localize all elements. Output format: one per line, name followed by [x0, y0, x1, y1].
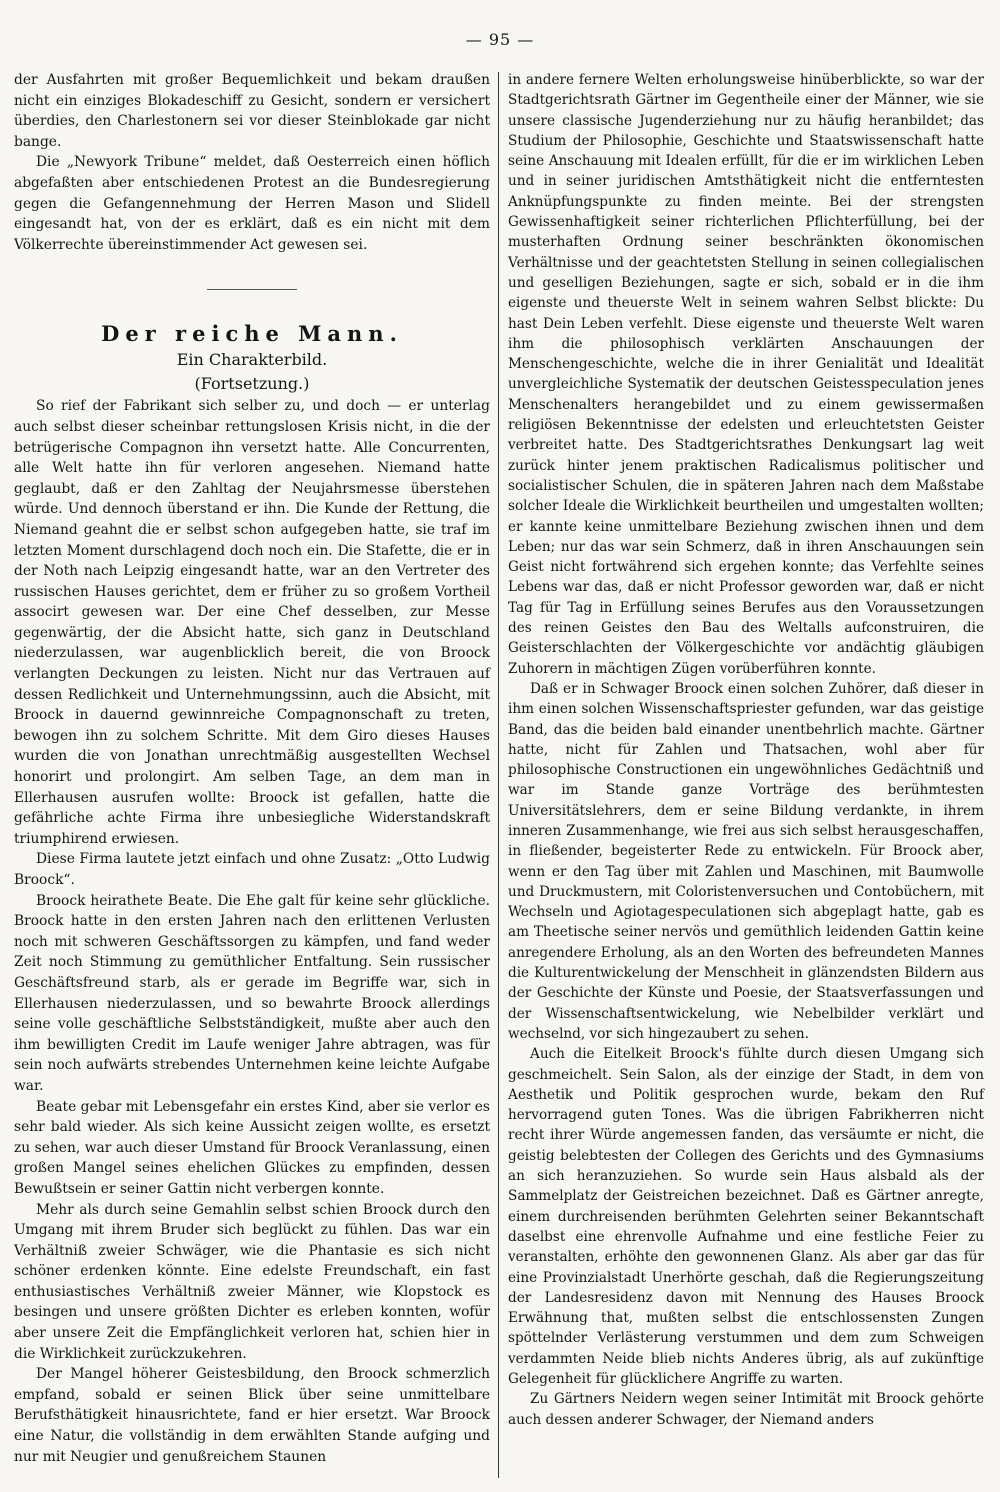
page-number: — 95 —	[465, 30, 535, 49]
column-divider	[498, 72, 499, 1478]
story-paragraph: Der Mangel höherer Geistesbildung, den Broock schmerzlich empfand, sobald er seinen Blick über seine unmittelbare Berufsthätigkeit hinausrichtete, fand er hier ersetzt. War Broock eine Natur, die vollständig in dem erwählten Stande aufging und nur mit Neugier und genußreichem Staunen	[14, 1366, 490, 1465]
continuation-note: (Fortsetzung.)	[194, 374, 310, 394]
story-paragraph: Daß er in Schwager Broock einen solchen Zuhörer, daß dieser in ihm einen solchen Wissenschaftspriester gefunden, war das geistige Band, das die beiden bald einander unentbehrlich machte. Gärtner hatte, nicht für Zahlen und Thatsachen, wohl aber für philosophische Constructionen ein ungewöhnliches Gedächtniß und war im Stande ganze Vorträge des berühmtesten Universitätslehrers, dem er seine Bildung verdankte, in ihrem inneren Zusammenhange, wie frei aus sich selbst herausgeschaffen, in fließender, begeisterter Rede zu entwickeln. Für Broock aber, wenn er den Tag über mit Zahlen und Maschinen, mit Baumwolle und Druckmustern, mit Coloristenversuchen und Contobüchern, mit Wechseln und Agiotagespeculationen sich abgeplagt hatte, gab es am Theetische seiner nervös und gemüthlich leidenden Gattin keine anregendere Erholung, als an den Worten des befreundeten Mannes die Kulturentwickelung der Menschheit in glänzendsten Bildern aus der Geschichte der Künste und Poesie, der Staatsverfassungen und der Wissenschaftsentwickelung, wie Nebelbilder verklärt und wechselnd, vor sich hingezaubert zu sehen.	[508, 680, 984, 1042]
story-paragraph: in andere fernere Welten erholungsweise hinüberblickte, so war der Stadtgerichtsrath Gärtner im Gegentheile einer der Männer, wie sie unsere classische Jugenderziehung nur zu häufig heranbildet; das Studium der Philosophie, Geschichte und Staatswissenschaft hatte seine Anschauung mit Idealen erfüllt, für die er im wirklichen Leben und in seiner juridischen Amtsthätigkeit nicht die entferntesten Anknüpfungspunkte zu finden meinte. Bei der strengsten Gewissenhaftigkeit seiner richterlichen Pflichterfüllung, bei der musterhaften Ordnung seiner beschränkten ökonomischen Verhältnisse und der geachtetsten Stellung in seinen collegialischen und geselligen Beziehungen, sagte er sich, sobald er in die ihm eigenste und theuerste Welt in seinem wahren Selbst blickte: Du hast Dein Leben verfehlt. Diese eigenste und theuerste Welt waren ihm die philosophisch verklärten Anschauungen der Menschengeschichte, welche die in ihrer Genialität und Idealität unvergleichliche Systematik der deutschen Geistesspeculation jenes Menschenalters herangebildet und zu einem gewissermaßen religiösen Bekenntnisse der edelsten und erleuchtetsten Geister verbreitet hatte. Des Stadtgerichtsrathes Denkungsart lag weit zurück hinter jenem praktischen Radicalismus politischer und socialistischer Schulen, die in späteren Jahren nach dem Maßstabe solcher Ideale die Wirklichkeit beurtheilen und umgestalten wollten; er kannte keine unmittelbare Beziehung zwischen ihnen und dem Leben; nur das war sein Schmerz, daß in ihren Anschauungen sein Geist nicht fortwährend sich ergehen konnte; das Verfehlte seines Lebens war das, daß er nicht Professor geworden war, daß er nicht Tag für Tag in Erfüllung seines Berufes aus den Voraussetzungen des reinen Geistes den Bau des Weltalls aufconstruiren, die Geisterschlachten der Völkergeschichte vor andächtig gläubigen Zuhorern in mächtigen Zügen vorüberführen konnte.	[508, 72, 984, 677]
story-paragraph: Broock heirathete Beate. Die Ehe galt für keine sehr glückliche. Broock hatte in den ersten Jahren nach den erlittenen Verlusten noch mit schweren Geschäftssorgen zu kämpfen, und fand weder Zeit noch Stimmung zu gemüthlicher Entfaltung. Sein russischer Geschäftsfreund starb, als er gerade im Begriffe war, sich in Ellerhausen niederzulassen, und so bewahrte Broock allerdings seine volle geschäftliche Selbstständigkeit, mußte aber auch den ihm bewilligten Credit im Laufe weniger Jahre abtragen, was für sein noch aufwärts strebendes Unternehmen keine leichte Aufgabe war.	[14, 892, 490, 1094]
story-paragraph: Diese Firma lautete jetzt einfach und ohne Zusatz: „Otto Ludwig Broock“.	[14, 851, 490, 888]
article-subtitle: Ein Charakterbild.	[176, 350, 328, 370]
right-column	[508, 70, 984, 1430]
story-paragraph: Mehr als durch seine Gemahlin selbst schien Broock durch den Umgang mit ihrem Bruder sich beglückt zu fühlen. Das war ein Verhältniß zweier Schwäger, wie die Phantasie es sich nicht schöner erdenken könnte. Eine edelste Freundschaft, ein fast enthusiastisches Verhältniß zweier Männer, wie Klopstock es besingen und unsere größten Dichter es erleben konnten, wofür aber unsere Zeit die Empfänglichkeit verloren hat, schien hier in die Wirklichkeit zurückzukehren.	[14, 1201, 490, 1362]
article-title: Der reiche Mann.	[101, 321, 403, 347]
story-paragraph: Beate gebar mit Lebensgefahr ein erstes Kind, aber sie verlor es sehr bald wieder. Als sich keine Aussicht zeigen wollte, es ersetzt zu sehen, war auch dieser Umstand für Broock Veranlassung, einen großen Mangel seines ehelichen Glückes zu empfinden, dessen Bewußtsein er seiner Gattin nicht verbergen konnte.	[14, 1098, 490, 1197]
left-column	[14, 70, 490, 1467]
news-paragraph-protest: Die „Newyork Tribune“ meldet, daß Oesterreich einen höflich abgefaßten aber entschiedenen Protest an die Bundesregierung gegen die Gefangennehmung der Herren Mason und Slidell eingesandt hat, von der es erklärt, daß es ein nicht mit dem Völkerrechte übereinstimmender Act gewesen sei.	[14, 154, 490, 253]
news-paragraph-blockade: der Ausfahrten mit großer Bequemlichkeit und bekam draußen nicht ein einziges Blokadeschiff zu Gesicht, sondern er versichert überdies, den Charlestonern sei vor dieser Steinblokade gar nicht bange.	[14, 72, 490, 150]
story-paragraph: Auch die Eitelkeit Broock's fühlte durch diesen Umgang sich geschmeichelt. Sein Salon, als der einzige der Stadt, in dem von Aesthetik und Politik gesprochen wurde, bekam den Ruf hervorragend guten Tones. Was die übrigen Fabrikherren nicht recht ihrer Würde angemessen fanden, das versäumte er nicht, die geistig belebtesten der Collegen des Gerichts und des Gymnasiums an sich heranzuziehen. So wurde sein Haus alsbald als der Sammelplatz der Geistreichen bezeichnet. Daß es Gärtner anregte, einem durchreisenden berühmten Gelehrten seiner Bekanntschaft daselbst eine ehrenvolle Aufnahme und eine festliche Feier zu veranstalten, erhöhte den gewonnenen Glanz. Als aber gar das für eine Provinzialstadt Unerhörte geschah, daß die Regierungszeitung der Landesresidenz davon mit Nennung des Hauses Broock Erwähnung that, mußten selbst die entschlossensten Zungen spöttelnder Verlästerung verstummen und dem zum Schweigen verdammten Neide blieb nichts Anderes übrig, als auf zukünftige Gelegenheit für glücklichere Angriffe zu warten.	[508, 1046, 984, 1387]
story-paragraph: So rief der Fabrikant sich selber zu, und doch — er unterlag auch selbst dieser scheinbar rettungslosen Krisis nicht, in die der betrügerische Compagnon ihn versetzt hatte. Alle Concurrenten, alle Welt hatte ihn für verloren angesehen. Niemand hatte geglaubt, daß er den Zahltag der Neujahrsmesse überstehen würde. Und dennoch überstand er ihn. Die Kunde der Rettung, die Niemand geahnt die er selbst schon aufgegeben hatte, sie traf im letzten Moment durschlagend doch noch ein. Die Stafette, die er in der Noth nach Leipzig eingesandt hatte, war an den Vertreter des russischen Hauses gerichtet, dem er früher zu so großem Vortheil associrt gewesen war. Der eine Chef desselben, zur Messe gegenwärtig, der die Absicht hatte, sich ganz in Deutschland niederzulassen, war augenblicklich bereit, die von Broock verlangten Deckungen zu leisten. Nicht nur das Vertrauen auf dessen Redlichkeit und Unternehmungssinn, auch die Absicht, mit Broock in dauernd gewinnreiche Compagnonschaft zu treten, bewogen ihn zu solchem Schritte. Mit dem Giro dieses Hauses wurden die von Jonathan unrechtmäßig ausgestellten Wechsel honorirt und prolongirt. Am selben Tage, an dem man in Ellerhausen ausrufen wollte: Broock ist gefallen, hatte die gefährliche achte Firma ihre unbesiegliche Widerstandskraft triumphirend erwiesen.	[14, 398, 490, 847]
section-separator	[207, 289, 297, 290]
story-paragraph: Zu Gärtners Neidern wegen seiner Intimität mit Broock gehörte auch dessen anderer Schwager, der Niemand anders	[508, 1391, 984, 1428]
